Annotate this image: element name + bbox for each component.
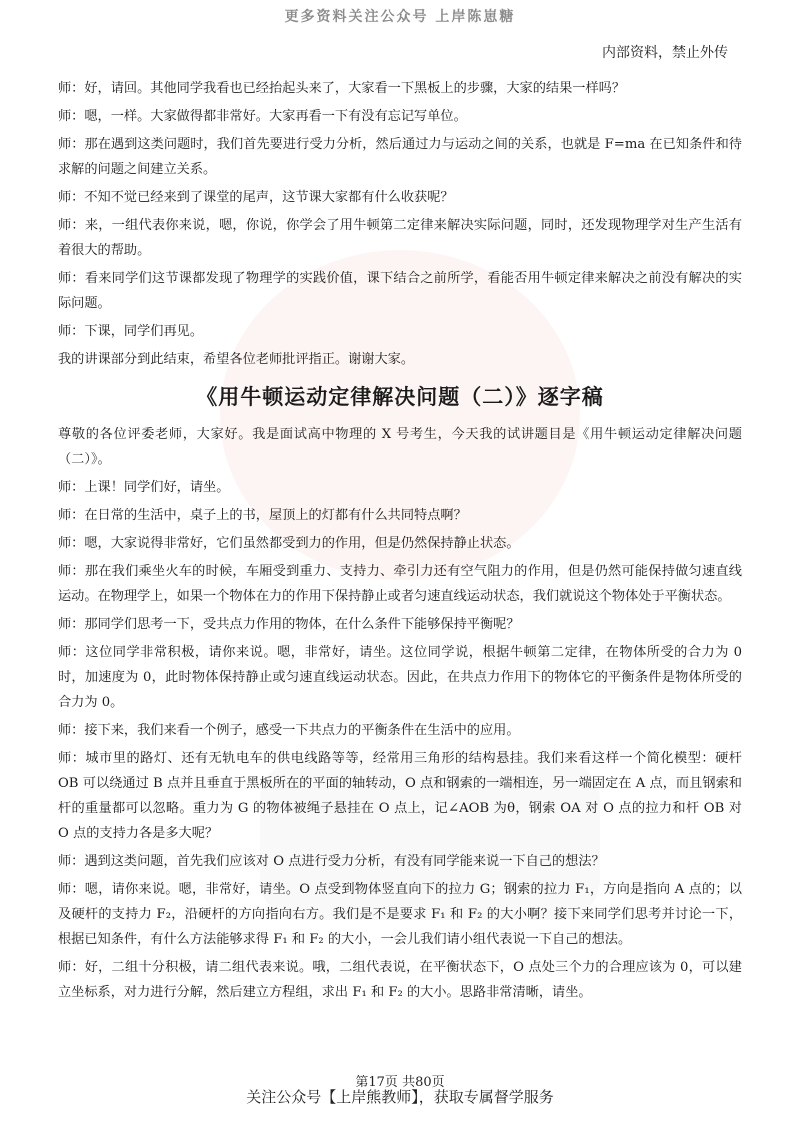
paragraph: 师：嗯，请你来说。嗯，非常好，请坐。O 点受到物体竖直向下的拉力 G；钢索的拉力 F₁，方向是指向 A 点的；以及硬杆的支持力 F₂，沿硬杆的方向指向右方。我们是不是要求 F₁ 和 F₂ 的大小啊？接下来同学们思考并讨论一下，根据已知条件，有什么方法能够求得 F₁ 和 F₂ 的大小，一会儿我们请小组代表说一下自己的想法。	[58, 882, 742, 947]
paragraph: 师：在日常的生活中，桌子上的书，屋顶上的灯都有什么共同特点啊？	[58, 508, 467, 523]
paragraph: 师：好，请回。其他同学我看也已经抬起头来了，大家看一下黑板上的步骤，大家的结果一样吗？	[58, 81, 626, 96]
paragraph: 师：来，一组代表你来说，嗯，你说，你学会了用牛顿第二定律来解决实际问题，同时，还发现物理学对生产生活有着很大的帮助。	[58, 218, 742, 258]
section-title: 《用牛顿运动定律解决问题（二）》逐字稿	[196, 385, 604, 409]
paragraph: 师：好，二组十分积极，请二组代表来说。哦，二组代表说，在平衡状态下，O 点处三个力的合理应该为 0，可以建立坐标系，对力进行分解，然后建立方程组，求出 F₁ 和 F₂ 的大小。思路非常清晰，请坐。	[58, 960, 742, 1000]
paragraph: 师：上课！同学们好，请坐。	[58, 480, 230, 495]
paragraph: 师：那在遇到这类问题时，我们首先要进行受力分析，然后通过力与运动之间的关系，也就是 F=ma 在已知条件和待求解的问题之间建立关系。	[58, 137, 742, 177]
document-body	[58, 76, 742, 1008]
top-banner: 更多资料关注公众号 上岸陈崽糖	[284, 9, 516, 25]
paragraph: 师：这位同学非常积极，请你来说。嗯，非常好，请坐。这位同学说，根据牛顿第二定律，在物体所受的合力为 0 时，加速度为 0，此时物体保持静止或匀速直线运动状态。因此，在共点力作用下的物体它的平衡条件是物体所受的合力为 0。	[58, 645, 742, 710]
paragraph: 师：那在我们乘坐火车的时候，车厢受到重力、支持力、牵引力还有空气阻力的作用，但是仍然可能保持做匀速直线运动。在物理学上，如果一个物体在力的作用下保持静止或者匀速直线运动状态，我们就说这个物体处于平衡状态。	[58, 564, 742, 604]
page-number: 第17页 共80页	[355, 1075, 445, 1090]
footer-promo: 关注公众号【上岸熊教师】，获取专属督学服务	[246, 1088, 554, 1106]
paragraph: 尊敬的各位评委老师，大家好。我是面试高中物理的 X 号考生，今天我的试讲题目是《用牛顿运动定律解决问题（二）》。	[58, 427, 742, 467]
paragraph: 师：嗯，大家说得非常好，它们虽然都受到力的作用，但是仍然保持静止状态。	[58, 536, 520, 551]
confidential-notice: 内部资料，禁止外传	[602, 45, 728, 61]
paragraph: 师：城市里的路灯、还有无轨电车的供电线路等等，经常用三角形的结构悬挂。我们来看这样一个简化模型：硬杆 OB 可以绕通过 B 点并且垂直于黑板所在的平面的轴转动，O 点和钢索的一端相连，另一端固定在 A 点，而且钢索和杆的重量都可以忽略。重力为 G 的物体被绳子悬挂在 O 点上，记∠AOB 为θ，钢索 OA 对 O 点的拉力和杆 OB 对 O 点的支持力各是多大呢？	[58, 751, 742, 841]
paragraph: 师：不知不觉已经来到了课堂的尾声，这节课大家都有什么收获呢？	[58, 190, 454, 205]
paragraph: 师：下课，同学们再见。	[58, 324, 204, 339]
paragraph: 师：接下来，我们来看一个例子，感受一下共点力的平衡条件在生活中的应用。	[58, 723, 520, 738]
paragraph: 师：那同学们思考一下，受共点力作用的物体，在什么条件下能够保持平衡呢？	[58, 617, 520, 632]
paragraph: 我的讲课部分到此结束，希望各位老师批评指正。谢谢大家。	[58, 352, 415, 367]
paragraph: 师：嗯，一样。大家做得都非常好。大家再看一下有没有忘记写单位。	[58, 109, 467, 124]
paragraph: 师：遇到这类问题，首先我们应该对 O 点进行受力分析，有没有同学能来说一下自己的想法？	[58, 854, 605, 869]
paragraph: 师：看来同学们这节课都发现了物理学的实践价值，课下结合之前所学，看能否用牛顿定律来解决之前没有解决的实际问题。	[58, 271, 742, 311]
